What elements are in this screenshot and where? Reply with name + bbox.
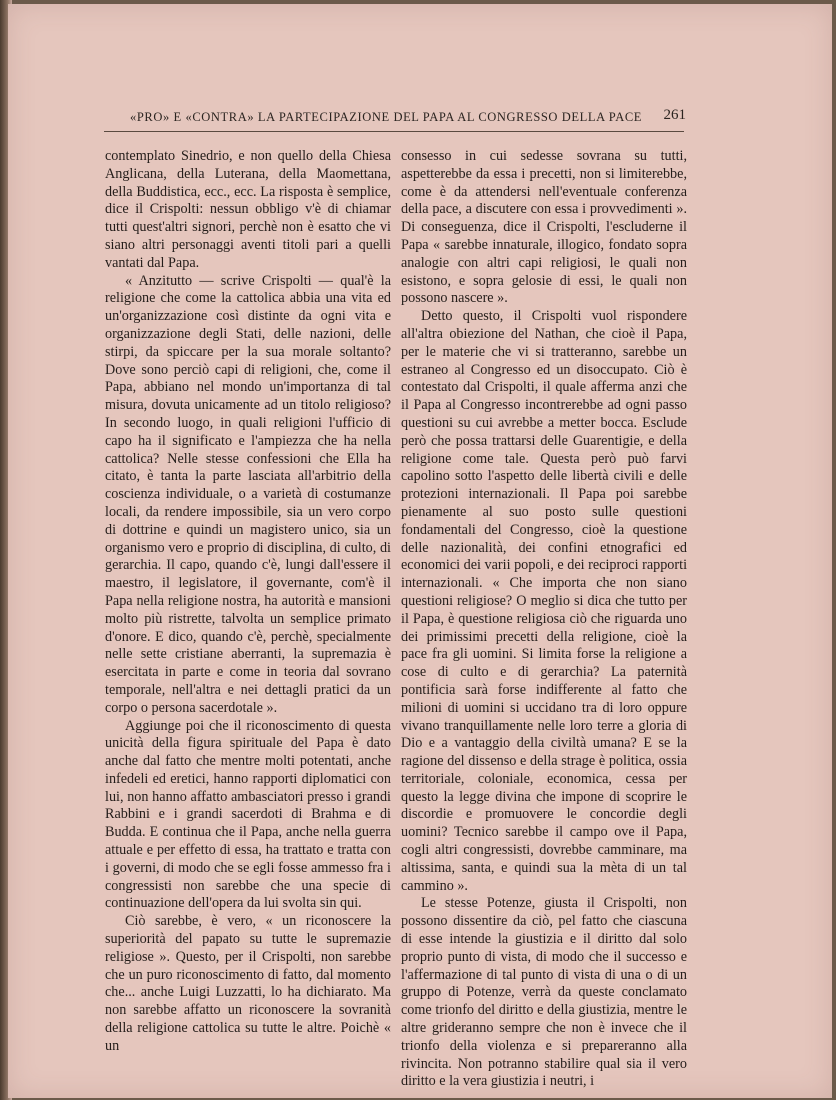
page-number: 261 xyxy=(663,107,686,123)
paragraph: Ciò sarebbe, è vero, « un riconoscere la superiorità del papato su tutte le supremazie religiose ». Questo, per il Crispolti, non sarebbe che un puro riconoscimento di fatto, dal momento che... anche Luigi Luzzatti, lo ha dichiarato. Ma non sarebbe affatto un riconoscere la sovranità della religione cattolica su tutte le altre. Poichè « un xyxy=(105,913,391,1054)
paragraph: contemplato Sinedrio, e non quello della Chiesa Anglicana, della Luterana, della Maomettana, della Buddistica, ecc., ecc. La risposta è semplice, dice il Crispolti: nessun obbligo v'è di chiamar tutti quest'altri signori, perchè non è esatto che vi siano altri personaggi aventi titoli pari a quelli vantati dal Papa. xyxy=(105,148,391,271)
paragraph: consesso in cui sedesse sovrana su tutti, aspetterebbe da essa i precetti, non si limiterebbe, come è da attendersi nell'eventuale conferenza della pace, a discutere con essa i provvedimenti ». Di conseguenza, dice il Crispolti, l'escluderne il Papa « sarebbe innaturale, illogico, fondato sopra analogie con altri capi religiosi, le quali non esistono, e sopra gelosie di essi, le quali non possono nascere ». xyxy=(401,148,687,307)
left-column xyxy=(105,148,391,1056)
right-column xyxy=(401,148,687,1091)
paragraph: Detto questo, il Crispolti vuol rispondere all'altra obiezione del Nathan, che cioè il Papa, per le materie che vi si tratteranno, sarebbe un estraneo al Congresso ed un disoccupato. Ciò è contestato dal Crispolti, il quale afferma anzi che il Papa al Congresso incontrerebbe ad ogni passo questioni su cui avrebbe a metter bocca. Esclude però che possa trattarsi delle Guarentigie, e della religione come tale. Questa però può farvi capolino sotto l'aspetto delle libertà civili e delle protezioni internazionali. Il Papa poi sarebbe pienamente al suo posto sulle questioni fondamentali del Congresso, cioè la questione delle nazionalità, dei confini etnografici ed economici dei varii popoli, e dei reciproci rapporti internazionali. « Che importa che non siano questioni religiose? O meglio si dica che tutto per il Papa, è questione religiosa ciò che riguarda uno dei primissimi precetti della religione, cioè la pace fra gli uomini. Si limita forse la religione a cose di culto e di gerarchia? La paternità pontificia sarà forse indifferente al fatto che milioni di uomini si uccidano tra di loro oppure vivano tranquillamente nelle loro terre a gloria di Dio e a vantaggio della civiltà umana? E se la ragione del dissenso e della strage è politica, ossia territoriale, coloniale, economica, cessa per questo la legge divina che impone di scoprire le discordie e promuovere le concordie degli uomini? Tecnico sarebbe il campo ove il Papa, cogli altri congressisti, dovrebbe camminare, ma altissima, santa, e quindi sua la mèta di un tal cammino ». xyxy=(401,308,688,894)
running-title: «PRO» E «CONTRA» LA PARTECIPAZIONE DEL PAPA AL CONGRESSO DELLA PACE xyxy=(130,110,642,124)
paragraph: Le stesse Potenze, giusta il Crispolti, non possono dissentire da ciò, pel fatto che ciascuna di esse intende la giustizia e il diritto dal solo proprio punto di vista, di modo che il successo e l'affermazione di tal punto di vista di una o di un gruppo di Potenze, verrà da queste conclamato come trionfo del diritto e della giustizia, mentre le altre grideranno sempre che non è invece che il trionfo della violenza e si prepareranno alla rivincita. Non potranno stabilire qual sia il vero diritto e la vera giustizia i neutri, i xyxy=(401,895,687,1090)
header-rule xyxy=(104,131,684,132)
paragraph: Aggiunge poi che il riconoscimento di questa unicità della figura spirituale del Papa è dato anche dal fatto che mentre molti potentati, anche infedeli ed eretici, hanno rapporti diplomatici con lui, non hanno affatto ambasciatori presso i grandi Rabbini e i grandi sacerdoti di Brahma e di Budda. E continua che il Papa, anche nella guerra attuale e per effetto di essa, ha trattato e tratta con i governi, di modo che se egli fosse ammesso fra i congressisti non sarebbe che una specie di continuazione dell'opera da lui svolta sin qui. xyxy=(105,717,391,912)
running-header xyxy=(130,105,686,129)
paragraph: « Anzitutto — scrive Crispolti — qual'è la religione che come la cattolica abbia una vita ed un'organizzazione così distinte da ogni vita e organizzazione degli Stati, delle nazioni, delle stirpi, da spiccare per la sua morale soltanto? Dove sono perciò capi di religioni, che, come il Papa, abbiano nel mondo un'importanza di tal misura, dovuta unicamente ad un titolo religioso? In secondo luogo, in quali religioni l'ufficio di capo ha il significato e l'ampiezza che ha nella cattolica? Nelle stesse confessioni che Ella ha citato, è tanta la parte lasciata all'arbitrio della coscienza individuale, o a varietà di costumanze locali, da rendere impossibile, sia un vero corpo di dottrine e quindi un magistero unico, sia un organismo vero e proprio di disciplina, di culto, di gerarchia. Il capo, quando c'è, lungi dall'essere il maestro, il legislatore, il governante, com'è il Papa nella religione nostra, ha autorità e mansioni molto più ristrette, talvolta un semplice primato d'onore. E dico, quando c'è, perchè, specialmente nelle sette cristiane aberranti, la supremazia è esercitata in parte e come in teoria dal sovrano temporale, nell'altra e nei dettagli pratici da un corpo o persona sacerdotale ». xyxy=(105,272,391,716)
